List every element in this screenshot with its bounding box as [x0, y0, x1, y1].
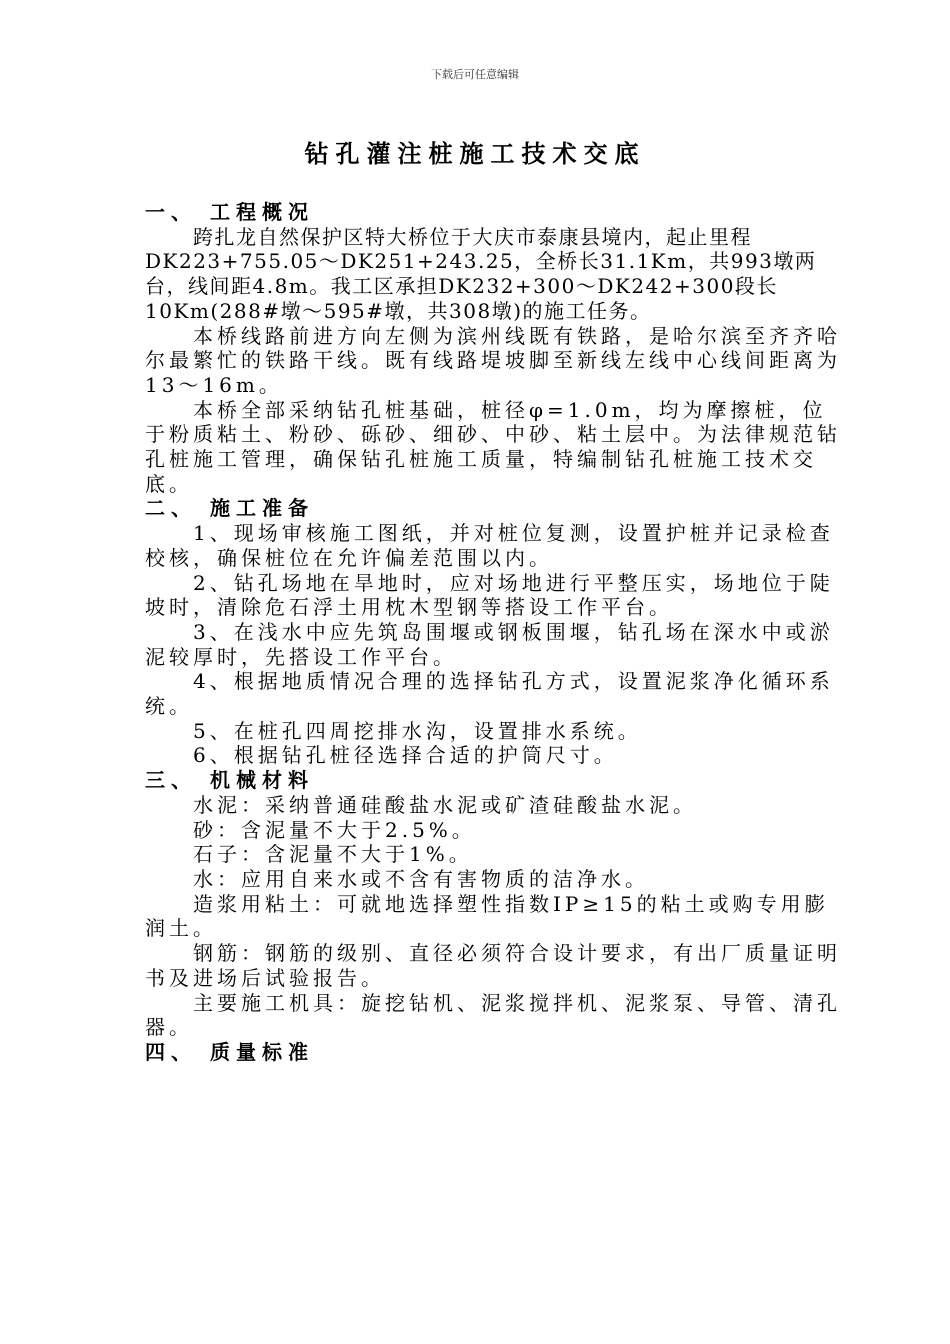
paragraph-preparation-6: 6、根据钻孔桩径选择合适的护筒尺寸。: [193, 743, 618, 768]
section-heading-overview: 一、 工程概况: [145, 200, 314, 224]
paragraph-materials-water: 水：应用自来水或不含有害物质的洁净水。: [193, 866, 649, 891]
paragraph-materials-gravel: 石子：含泥量不大于1%。: [193, 842, 473, 867]
paragraph-overview-3: 本桥全部采纳钻孔桩基础，桩径φ=1.0m，均为摩擦桩，位于粉质粘土、粉砂、砾砂、细砂、中砂、粘土层中。为法律规范钻孔桩施工管理，确保钻孔桩施工质量，特编制钻孔桩施工技术交底。: [145, 397, 841, 496]
paragraph-materials-sand: 砂：含泥量不大于2.5%。: [193, 817, 476, 842]
paragraph-preparation-3: 3、在浅水中应先筑岛围堰或钢板围堰，钻孔场在深水中或淤泥较厚时，先搭设工作平台。: [145, 619, 834, 669]
paragraph-overview-1: 跨扎龙自然保护区特大桥位于大庆市泰康县境内，起止里程DK223+755.05～DK251+243.25，全桥长31.1Km，共993墩两台，线间距4.8m。我工区承担DK232+300～DK242+300段长10Km(288#墩～595#墩，共308墩)的施工任务。: [145, 224, 817, 323]
section-heading-quality: 四、 质量标准: [145, 1039, 314, 1064]
section-heading-preparation: 二、 施工准备: [145, 496, 314, 521]
paragraph-preparation-1: 1、现场审核施工图纸，并对桩位复测，设置护桩并记录检查校核，确保桩位在允许偏差范围以内。: [145, 521, 834, 570]
paragraph-materials-equipment: 主要施工机具：旋挖钻机、泥浆搅拌机、泥浆泵、导管、清孔器。: [145, 990, 841, 1040]
paragraph-materials-clay: 造浆用粘土：可就地选择塑性指数IP≥15的粘土或购专用膨润土。: [145, 891, 829, 941]
paragraph-preparation-2: 2、钻孔场地在旱地时，应对场地进行平整压实，场地位于陡坡时，清除危石浮土用枕木型钢等搭设工作平台。: [145, 570, 834, 620]
paragraph-materials-cement: 水泥：采纳普通硅酸盐水泥或矿渣硅酸盐水泥。: [193, 792, 697, 817]
header-note: 下载后可任意编辑: [431, 68, 519, 81]
paragraph-overview-2: 本桥线路前进方向左侧为滨州线既有铁路，是哈尔滨至齐齐哈尔最繁忙的铁路干线。既有线路堤坡脚至新线左线中心线间距离为13～16m。: [145, 323, 841, 397]
section-heading-materials: 三、 机械材料: [145, 768, 314, 793]
document-body: [145, 200, 845, 1065]
document-title: 钻孔灌注桩施工技术交底: [304, 139, 646, 168]
paragraph-preparation-5: 5、在桩孔四周挖排水沟，设置排水系统。: [193, 718, 642, 743]
paragraph-materials-rebar: 钢筋：钢筋的级别、直径必须符合设计要求，有出厂质量证明书及进场后试验报告。: [145, 941, 841, 990]
paragraph-preparation-4: 4、根据地质情况合理的选择钻孔方式，设置泥浆净化循环系统。: [145, 669, 834, 719]
